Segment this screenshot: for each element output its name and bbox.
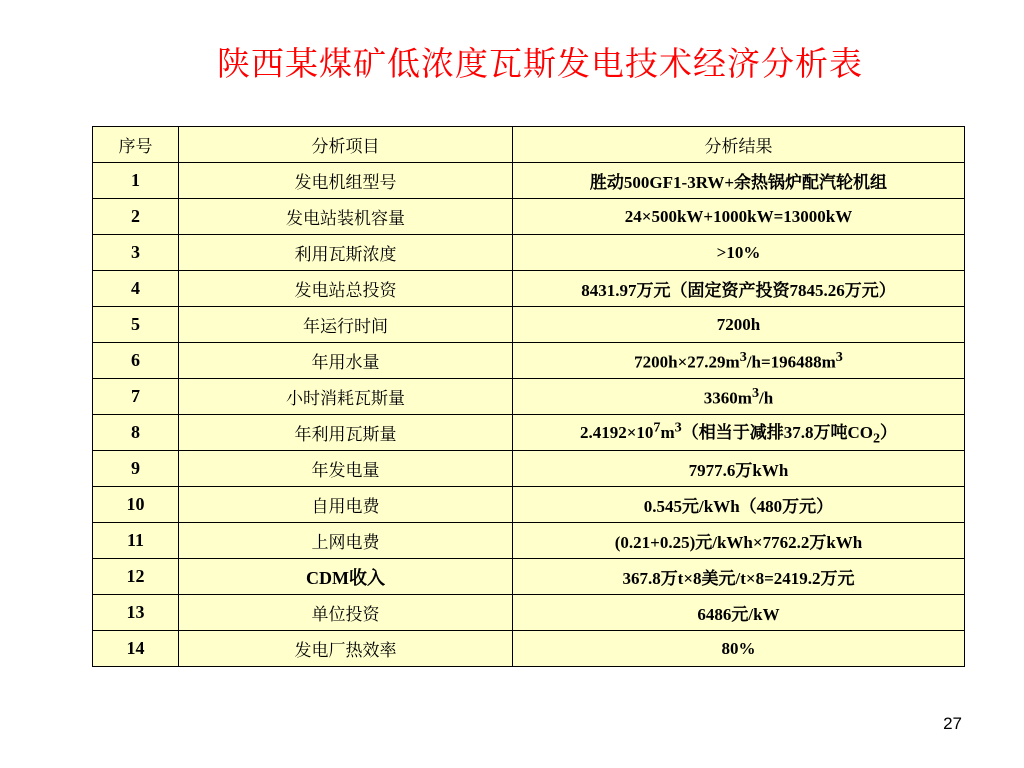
row-number: 13 — [93, 595, 179, 631]
analysis-table — [92, 126, 965, 667]
table-row — [93, 595, 965, 631]
result-text: 2.4192×10 — [579, 422, 654, 442]
row-number: 6 — [93, 343, 179, 379]
row-number: 9 — [93, 451, 179, 487]
row-number: 8 — [93, 415, 179, 451]
table-row — [93, 415, 965, 451]
header-analysis-item: 分析项目 — [179, 127, 513, 163]
table-row — [93, 451, 965, 487]
superscript: 7 — [653, 419, 661, 436]
superscript: 3 — [674, 419, 682, 436]
table-row — [93, 379, 965, 415]
subscript: 2 — [872, 430, 881, 447]
row-result: 0.545元/kWh（480万元） — [513, 487, 965, 523]
table-row — [93, 343, 965, 379]
row-number: 4 — [93, 271, 179, 307]
row-number: 12 — [93, 559, 179, 595]
page-number: 27 — [943, 714, 962, 733]
row-result: 7200h — [513, 307, 965, 343]
row-item: 发电站装机容量 — [179, 199, 513, 235]
row-number: 1 — [93, 163, 179, 199]
table-row — [93, 163, 965, 199]
table-header-row — [93, 127, 965, 163]
table-row — [93, 487, 965, 523]
row-item: 上网电费 — [179, 523, 513, 559]
result-text: 3360m — [703, 388, 752, 408]
row-result: >10% — [513, 235, 965, 271]
row-result: 24×500kW+1000kW=13000kW — [513, 199, 965, 235]
header-analysis-result: 分析结果 — [513, 127, 965, 163]
row-result: 7977.6万kWh — [513, 451, 965, 487]
row-item: 年运行时间 — [179, 307, 513, 343]
superscript: 3 — [835, 348, 843, 365]
row-result: 80% — [513, 631, 965, 667]
header-serial-number: 序号 — [93, 127, 179, 163]
row-item: 自用电费 — [179, 487, 513, 523]
result-text: ） — [880, 422, 898, 442]
superscript: 3 — [739, 348, 747, 365]
row-item: 发电站总投资 — [179, 271, 513, 307]
row-item: 小时消耗瓦斯量 — [179, 379, 513, 415]
result-text: 7200h×27.29m — [634, 352, 740, 372]
row-number: 14 — [93, 631, 179, 667]
table-row — [93, 235, 965, 271]
row-number: 7 — [93, 379, 179, 415]
row-item: 单位投资 — [179, 595, 513, 631]
analysis-table-container — [92, 126, 964, 667]
result-text: m — [660, 422, 675, 442]
table-row — [93, 631, 965, 667]
row-result: 6486元/kW — [513, 595, 965, 631]
row-result: 367.8万t×8美元/t×8=2419.2万元 — [513, 559, 965, 595]
row-item: CDM收入 — [179, 559, 513, 595]
superscript: 3 — [751, 384, 760, 401]
row-item: 年发电量 — [179, 451, 513, 487]
table-row — [93, 271, 965, 307]
table-row — [93, 559, 965, 595]
table-row — [93, 523, 965, 559]
row-result: 8431.97万元（固定资产投资7845.26万元） — [513, 271, 965, 307]
result-text: /h — [759, 388, 774, 408]
result-text: （相当于减排37.8万吨CO — [681, 422, 873, 442]
slide-title: 陕西某煤矿低浓度瓦斯发电技术经济分析表 — [217, 44, 863, 83]
row-result — [513, 415, 965, 451]
row-result: (0.21+0.25)元/kWh×7762.2万kWh — [513, 523, 965, 559]
row-item: 年用水量 — [179, 343, 513, 379]
row-number: 2 — [93, 199, 179, 235]
table-row — [93, 307, 965, 343]
result-text: /h=196488m — [746, 352, 836, 372]
row-item: 年利用瓦斯量 — [179, 415, 513, 451]
row-result — [513, 343, 965, 379]
table-row — [93, 199, 965, 235]
row-number: 10 — [93, 487, 179, 523]
row-number: 5 — [93, 307, 179, 343]
row-result: 胜动500GF1-3RW+余热锅炉配汽轮机组 — [513, 163, 965, 199]
row-number: 3 — [93, 235, 179, 271]
row-item: 发电厂热效率 — [179, 631, 513, 667]
row-item: 利用瓦斯浓度 — [179, 235, 513, 271]
row-result — [513, 379, 965, 415]
row-number: 11 — [93, 523, 179, 559]
row-item: 发电机组型号 — [179, 163, 513, 199]
